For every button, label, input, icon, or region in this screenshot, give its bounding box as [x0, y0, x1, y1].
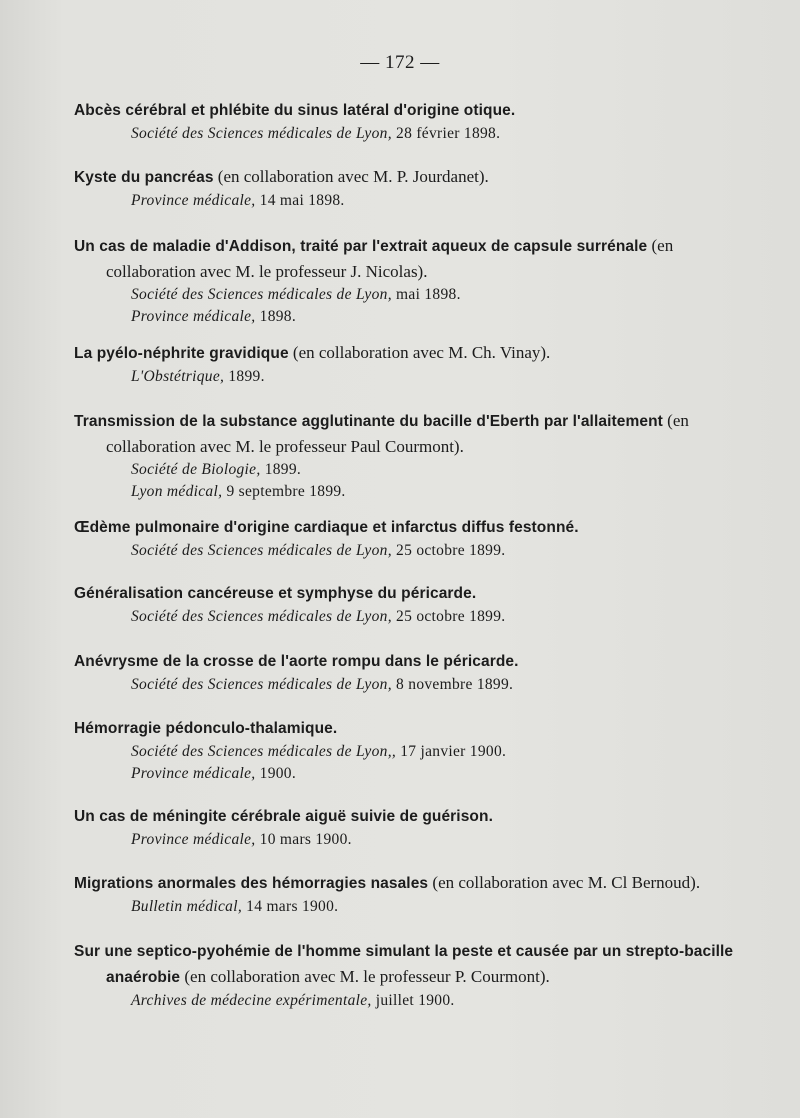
source-journal: Société des Sciences médicales de Lyon,,: [131, 743, 397, 760]
entry-title-bold: Abcès cérébral et phlébite du sinus latéral d'origine otique.: [74, 102, 516, 119]
entry-title: [74, 580, 738, 606]
source-date: 8 novembre 1899.: [391, 676, 514, 693]
bibliography-entry: [74, 164, 738, 212]
entry-title: [74, 233, 738, 284]
entry-title-bold: Œdème pulmonaire d'origine cardiaque et infarctus diffus festonné.: [74, 519, 579, 536]
source-journal: Archives de médecine expérimentale,: [131, 992, 372, 1009]
source-date: 10 mars 1900.: [255, 831, 352, 848]
source-date: mai 1898.: [391, 286, 461, 303]
source-date: 1900.: [255, 765, 297, 782]
entry-title: [74, 938, 738, 990]
source-journal: Province médicale,: [131, 765, 256, 782]
source-date: 1899.: [224, 368, 265, 385]
entry-title-bold: Généralisation cancéreuse et symphyse du péricarde.: [74, 585, 477, 602]
bibliography-entry: [74, 580, 738, 628]
entry-title: [74, 97, 738, 123]
source-journal: Société des Sciences médicales de Lyon,: [131, 676, 392, 693]
bibliography-entry: [74, 715, 738, 785]
source-date: 17 janvier 1900.: [396, 743, 507, 760]
entry-source: [74, 190, 738, 212]
bibliography-entry: [74, 340, 738, 388]
source-date: 14 mars 1900.: [242, 898, 339, 915]
entry-source: [74, 829, 738, 851]
entry-source: [74, 123, 738, 145]
entry-title-bold: Hémorragie pédonculo-thalamique.: [74, 720, 338, 737]
entry-title-bold: La pyélo-néphrite gravidique: [74, 345, 289, 362]
entry-source: [74, 990, 738, 1012]
entry-source: [74, 540, 738, 562]
bibliography-entry: [74, 97, 738, 145]
entry-source: [74, 306, 738, 328]
entry-title: [74, 340, 738, 366]
entry-title-collaboration: (en collaboration avec M. P. Jourdanet).: [213, 167, 489, 186]
bibliography-entry: [74, 803, 738, 851]
source-date: 1899.: [260, 461, 302, 478]
page-number: — 172 —: [360, 52, 440, 73]
entry-title: [74, 164, 738, 190]
entry-title: [74, 514, 738, 540]
source-date: 25 octobre 1899.: [391, 608, 506, 625]
entry-title: [74, 408, 738, 459]
entry-source: [74, 481, 738, 503]
source-date: 28 février 1898.: [391, 125, 501, 142]
source-date: 14 mai 1898.: [255, 192, 345, 209]
bibliography-entry: [74, 514, 738, 562]
entry-title-bold: Kyste du pancréas: [74, 169, 214, 186]
bibliography-entry: [74, 938, 738, 1012]
entry-title-bold: Anévrysme de la crosse de l'aorte rompu dans le péricarde.: [74, 653, 519, 670]
entry-source: [74, 674, 738, 696]
entry-title: [74, 870, 738, 896]
entry-title-bold: Un cas de maladie d'Addison, traité par l'extrait aqueux de capsule surrénale: [74, 238, 648, 255]
entry-title-collaboration: (en collaboration avec M. le professeur Paul Courmont).: [106, 411, 689, 456]
entry-source: [74, 763, 738, 785]
bibliography-entry: [74, 408, 738, 503]
source-journal: Bulletin médical,: [131, 898, 242, 915]
source-journal: Société des Sciences médicales de Lyon,: [131, 608, 392, 625]
source-date: 1898.: [255, 308, 297, 325]
source-date: 25 octobre 1899.: [391, 542, 506, 559]
source-journal: Province médicale,: [131, 308, 256, 325]
entry-title-collaboration: (en collaboration avec M. Cl Bernoud).: [428, 873, 701, 892]
entry-title-bold: Transmission de la substance agglutinante du bacille d'Eberth par l'allaitement: [74, 413, 663, 430]
source-date: 9 septembre 1899.: [222, 483, 346, 500]
entry-title-bold: Migrations anormales des hémorragies nasales: [74, 875, 429, 892]
entry-title: [74, 803, 738, 829]
entry-title-bold: Sur une septico-pyohémie de l'homme simulant la peste et causée par un strepto-bacille anaérobie: [74, 943, 734, 986]
entry-title-bold: Un cas de méningite cérébrale aiguë suivie de guérison.: [74, 808, 493, 825]
entry-source: [74, 896, 738, 918]
source-journal: Société de Biologie,: [131, 461, 261, 478]
entry-title-collaboration: (en collaboration avec M. le professeur J. Nicolas).: [106, 236, 674, 281]
source-journal: Province médicale,: [131, 831, 256, 848]
source-date: juillet 1900.: [371, 992, 455, 1009]
source-journal: Province médicale,: [131, 192, 256, 209]
entry-source: [74, 741, 738, 763]
entry-title-collaboration: (en collaboration avec M. le professeur P. Courmont).: [180, 967, 550, 986]
bibliography-entry: [74, 233, 738, 328]
entry-title: [74, 648, 738, 674]
entry-title-collaboration: (en collaboration avec M. Ch. Vinay).: [288, 343, 551, 362]
bibliography-entry: [74, 870, 738, 918]
source-journal: Société des Sciences médicales de Lyon,: [131, 125, 392, 142]
source-journal: L'Obstétrique,: [131, 368, 225, 385]
source-journal: Lyon médical,: [131, 483, 223, 500]
entry-source: [74, 284, 738, 306]
bibliography-entry: [74, 648, 738, 696]
entry-title: [74, 715, 738, 741]
entry-source: [74, 606, 738, 628]
source-journal: Société des Sciences médicales de Lyon,: [131, 286, 392, 303]
entry-source: [74, 366, 738, 388]
source-journal: Société des Sciences médicales de Lyon,: [131, 542, 392, 559]
entry-source: [74, 459, 738, 481]
